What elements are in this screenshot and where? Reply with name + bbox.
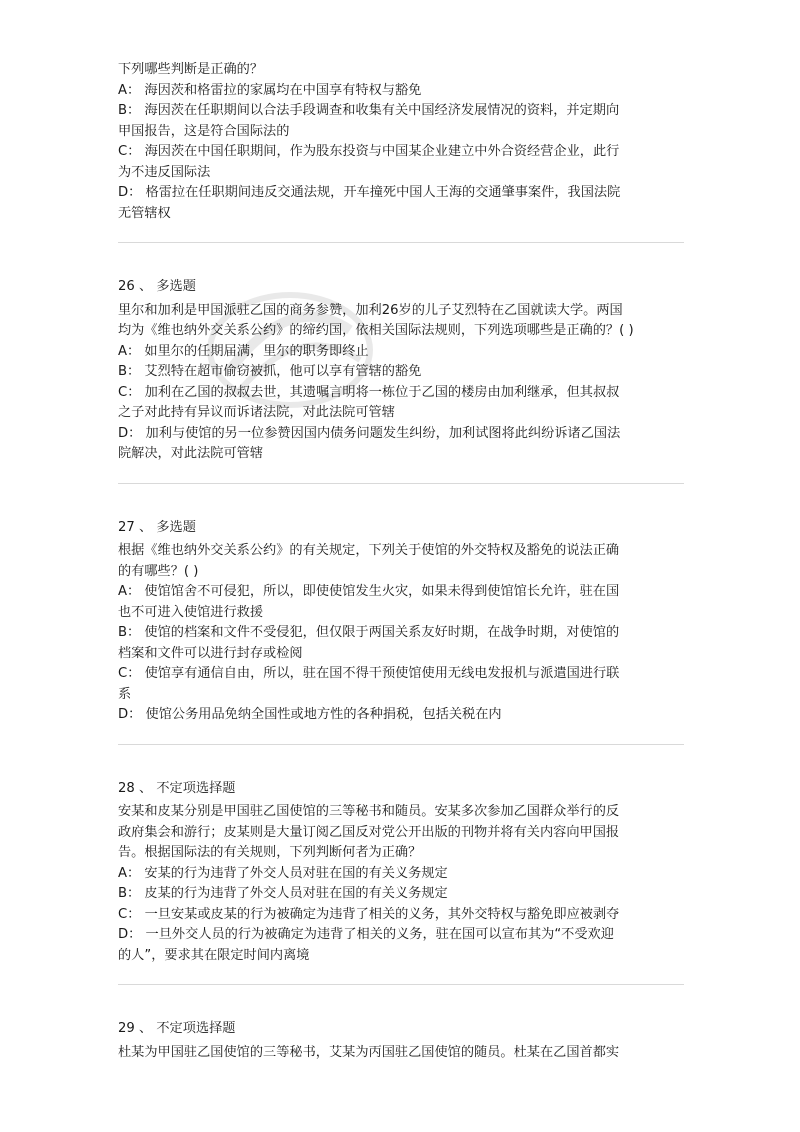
question-text-line: 均为《维也纳外交关系公约》的缔约国，依相关国际法规则，下列选项哪些是正确的？( ) xyxy=(118,323,634,338)
option-c: C： 海因茨在中国任职期间，作为股东投资与中国某企业建立中外合资经营企业，此行 xyxy=(118,144,620,159)
question-25-tail xyxy=(118,60,684,224)
question-text-line: 的有哪些？( ) xyxy=(118,563,199,579)
option-d-cont: 院解决，对此法院可管辖 xyxy=(118,446,264,461)
question-text-line: 政府集会和游行；皮某则是大量订阅乙国反对党公开出版的刊物并将有关内容向甲国报 xyxy=(118,824,620,840)
option-c: C： 一旦安某或皮某的行为被确定为违背了相关的义务，其外交特权与豁免即应被剥夺 xyxy=(118,906,620,922)
question-text-line: 安某和皮某分别是甲国驻乙国使馆的三等秘书和随员。安某多次参加乙国群众举行的反 xyxy=(118,804,620,819)
option-b: B： 艾烈特在超市偷窃被抓，他可以享有管辖的豁免 xyxy=(118,364,422,379)
option-c-cont: 系 xyxy=(118,686,132,702)
option-d: D： 使馆公务用品免纳全国性或地方性的各种捐税，包括关税在内 xyxy=(118,707,502,722)
question-29 xyxy=(118,1019,684,1063)
document-content xyxy=(118,60,684,1063)
option-c: C： 使馆享有通信自由，所以，驻在国不得干预使馆使用无线电发报机与派遣国进行联 xyxy=(118,666,620,681)
question-header: 27 、 多选题 xyxy=(118,519,196,535)
divider xyxy=(118,984,684,985)
question-text-line: 根据《维也纳外交关系公约》的有关规定，下列关于使馆的外交特权及豁免的说法正确 xyxy=(118,543,620,558)
option-a: A： 安某的行为违背了外交人员对驻在国的有关义务规定 xyxy=(118,865,448,881)
option-c-cont: 之子对此持有异议而诉诸法院，对此法院可管辖 xyxy=(118,405,395,420)
question-27 xyxy=(118,518,684,726)
question-text-line: 下列哪些判断是正确的？ xyxy=(118,62,264,77)
option-c-cont: 为不违反国际法 xyxy=(118,164,211,180)
option-d: D： 一旦外交人员的行为被确定为违背了相关的义务，驻在国可以宣布其为“不受欢迎 xyxy=(118,927,614,942)
question-text-line: 里尔和加利是甲国派驻乙国的商务参赞，加利26岁的儿子艾烈特在乙国就读大学。两国 xyxy=(118,302,623,318)
option-a-cont: 也不可进入使馆进行救援 xyxy=(118,604,264,620)
option-c: C： 加利在乙国的叔叔去世，其遗嘱言明将一栋位于乙国的楼房由加利继承，但其叔叔 xyxy=(118,384,620,400)
divider xyxy=(118,744,684,745)
option-b: B： 海因茨在任职期间以合法手段调查和收集有关中国经济发展情况的资料，并定期向 xyxy=(118,103,620,118)
question-header: 26 、 多选题 xyxy=(118,279,196,294)
option-b: B： 皮某的行为违背了外交人员对驻在国的有关义务规定 xyxy=(118,886,448,901)
option-a: A： 如里尔的任期届满，里尔的职务即终止 xyxy=(118,343,369,359)
option-d: D： 格雷拉在任职期间违反交通法规，开车撞死中国人王海的交通肇事案件，我国法院 xyxy=(118,185,621,200)
option-d: D： 加利与使馆的另一位参赞因国内债务问题发生纠纷，加利试图将此纠纷诉诸乙国法 xyxy=(118,425,621,441)
option-d-cont: 无管辖权 xyxy=(118,205,171,221)
question-26 xyxy=(118,277,684,465)
option-a: A： 使馆馆舍不可侵犯，所以，即使使馆发生火灾，如果未得到使馆馆长允许，驻在国 xyxy=(118,584,620,599)
option-a: A： 海因茨和格雷拉的家属均在中国享有特权与豁免 xyxy=(118,82,422,98)
question-text-line: 告。根据国际法的有关规则，下列判断何者为正确？ xyxy=(118,845,422,860)
option-d-cont: 的人”，要求其在限定时间内离境 xyxy=(118,947,310,963)
question-28 xyxy=(118,779,684,967)
divider xyxy=(118,483,684,484)
option-b: B： 使馆的档案和文件不受侵犯，但仅限于两国关系友好时期，在战争时期，对使馆的 xyxy=(118,625,620,640)
question-text-line: 杜某为甲国驻乙国使馆的三等秘书，艾某为丙国驻乙国使馆的随员。杜某在乙国首都实 xyxy=(118,1044,620,1060)
question-header: 29 、 不定项选择题 xyxy=(118,1021,236,1036)
option-b-cont: 档案和文件可以进行封存或检阅 xyxy=(118,645,303,661)
divider xyxy=(118,242,684,243)
question-header: 28 、 不定项选择题 xyxy=(118,780,236,796)
option-b-cont: 甲国报告，这是符合国际法的 xyxy=(118,123,290,139)
